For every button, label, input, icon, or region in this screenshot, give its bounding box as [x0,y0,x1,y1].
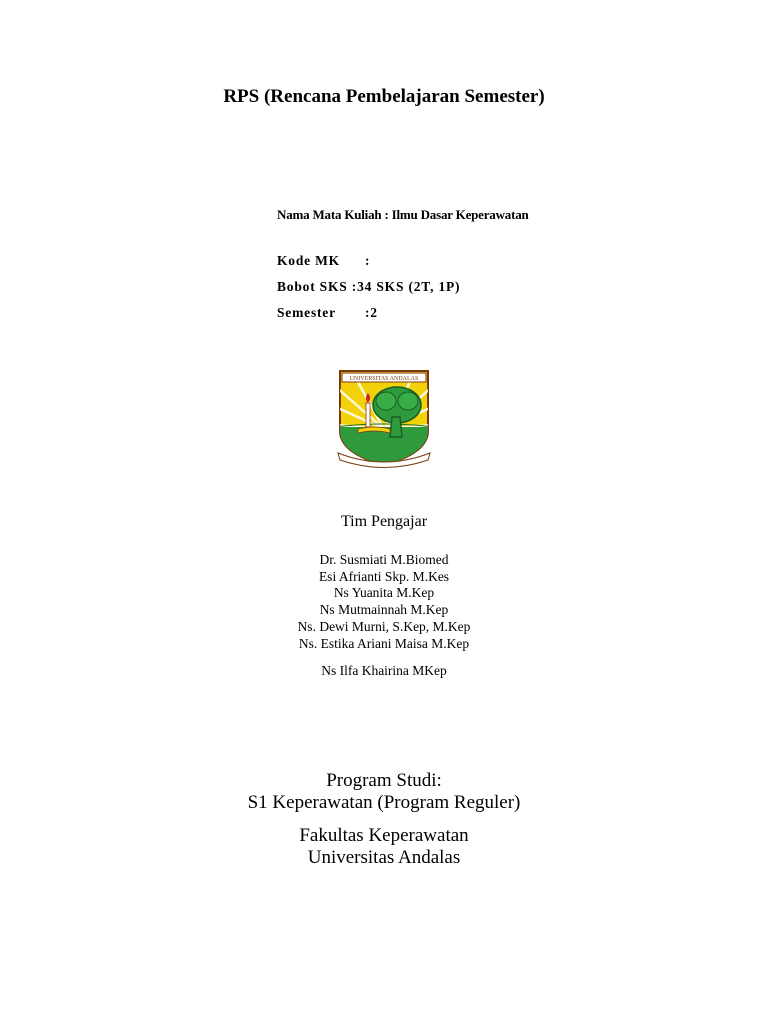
university-logo [334,367,434,471]
semester-label: Semester [277,305,336,320]
team-member: Ns. Dewi Murni, S.Kep, M.Kep [297,619,471,634]
program-name: S1 Keperawatan (Program Reguler) [247,792,521,813]
team-member: Ns. Estika Ariani Maisa M.Kep [298,636,470,651]
kode-mk-label: Kode MK [277,253,340,268]
team-member: Dr. Susmiati M.Biomed [319,552,449,567]
kode-mk-row [277,253,370,269]
team-member: Ns Yuanita M.Kep [333,585,435,600]
team-member: Esi Afrianti Skp. M.Kes [318,569,450,584]
document-title: RPS (Rencana Pembelajaran Semester) [223,86,545,107]
semester-row [277,305,378,321]
logo-top-text: UNIVERSITAS ANDALAS [349,376,419,382]
team-member-extra: Ns Ilfa Khairina MKep [321,663,447,678]
bobot-sks-row [277,279,460,295]
university-name: Universitas Andalas [307,847,461,868]
bobot-sks-label: Bobot SKS [277,279,348,294]
program-label: Program Studi: [326,770,442,791]
semester-value: :2 [365,305,378,320]
team-title: Tim Pengajar [340,513,428,530]
kode-mk-value: : [365,253,371,268]
bobot-sks-value: :34 SKS (2T, 1P) [351,279,461,294]
course-name: Nama Mata Kuliah : Ilmu Dasar Keperawatan [277,207,529,222]
team-member: Ns Mutmainnah M.Kep [319,602,449,617]
faculty-name: Fakultas Keperawatan [299,825,469,846]
